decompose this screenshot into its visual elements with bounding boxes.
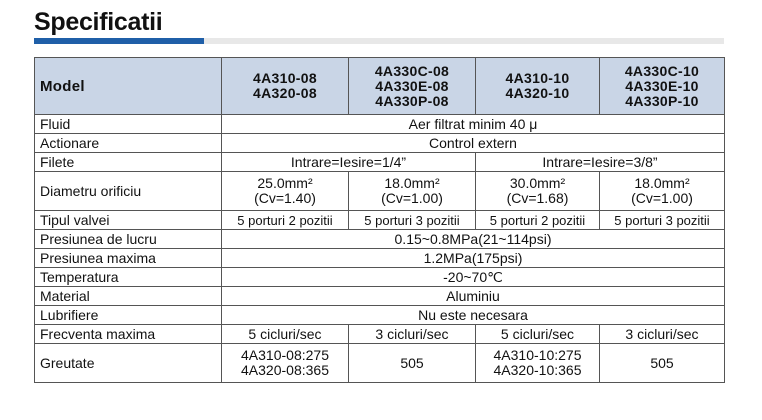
- cell: 5 cicluri/sec: [222, 325, 349, 344]
- model-code: 4A330P-10: [625, 92, 699, 109]
- title-underline-accent: [34, 38, 204, 44]
- row-value: Intrare=Iesire=3/8”: [476, 153, 725, 172]
- cell-line: (Cv=1.00): [381, 190, 443, 206]
- row-value: 1.2MPa(175psi): [222, 249, 725, 268]
- model-code: 4A320-08: [253, 85, 317, 101]
- cell-line: (Cv=1.40): [254, 190, 316, 206]
- cell-line: 505: [650, 354, 674, 371]
- cell-line: 30.0mm²: [509, 175, 566, 191]
- model-code: 4A320-10: [505, 85, 570, 101]
- row-tipul: [35, 211, 725, 230]
- row-material: [35, 287, 725, 306]
- cell: 5 porturi 3 pozitii: [349, 211, 476, 230]
- cell-line: 4A310-10:275: [493, 347, 582, 363]
- title-underline: [34, 38, 724, 44]
- header-col-1: [222, 58, 349, 115]
- row-diametru: [35, 172, 725, 211]
- row-label: Frecventa maxima: [35, 325, 222, 344]
- row-temperatura: [35, 268, 725, 287]
- cell: 5 cicluri/sec: [476, 325, 600, 344]
- model-code: 4A330C-08: [374, 62, 450, 79]
- cell-line: 4A320-08:365: [241, 362, 329, 378]
- header-col-4: [600, 58, 725, 115]
- specifications-table: [34, 57, 725, 383]
- cell-line: (Cv=1.00): [631, 190, 693, 206]
- row-presiune-max: [35, 249, 725, 268]
- header-col-3: [476, 58, 600, 115]
- row-label: Greutate: [35, 344, 222, 383]
- section-title: Specificatii: [34, 8, 163, 36]
- cell: [222, 344, 349, 383]
- row-label: Lubrifiere: [35, 306, 222, 325]
- row-value: Aer filtrat minim 40 μ: [222, 115, 725, 134]
- row-label: Temperatura: [35, 268, 222, 287]
- cell: 5 porturi 2 pozitii: [222, 211, 349, 230]
- cell: [222, 172, 349, 211]
- model-code: 4A330E-10: [625, 77, 699, 94]
- row-label: Diametru orificiu: [35, 172, 222, 211]
- cell: 5 porturi 2 pozitii: [476, 211, 600, 230]
- cell-line: 4A320-10:365: [493, 362, 582, 378]
- cell: [349, 344, 476, 383]
- cell-line: 505: [400, 354, 424, 371]
- cell: 3 cicluri/sec: [349, 325, 476, 344]
- cell: 5 porturi 3 pozitii: [600, 211, 725, 230]
- row-label: Tipul valvei: [35, 211, 222, 230]
- cell: [476, 344, 600, 383]
- row-presiune-lucru: [35, 230, 725, 249]
- header-model-label: Model: [35, 58, 222, 115]
- row-filete: [35, 153, 725, 172]
- cell-line: 18.0mm²: [384, 175, 440, 191]
- row-value: Aluminiu: [222, 287, 725, 306]
- row-greutate: [35, 344, 725, 383]
- row-label: Actionare: [35, 134, 222, 153]
- row-lubrifiere: [35, 306, 725, 325]
- cell: [349, 172, 476, 211]
- cell-line: 25.0mm²: [257, 175, 313, 191]
- row-label: Presiunea maxima: [35, 249, 222, 268]
- row-value: -20~70℃: [222, 268, 725, 287]
- row-fluid: [35, 115, 725, 134]
- row-value: 0.15~0.8MPa(21~114psi): [222, 230, 725, 249]
- header-row: [35, 58, 725, 115]
- model-code: 4A310-10: [505, 70, 570, 86]
- row-value: Intrare=Iesire=1/4”: [222, 153, 476, 172]
- model-code: 4A330P-08: [375, 92, 449, 109]
- row-label: Filete: [35, 153, 222, 172]
- row-value: Nu este necesara: [222, 306, 725, 325]
- row-actionare: [35, 134, 725, 153]
- cell: [600, 344, 725, 383]
- cell-line: (Cv=1.68): [506, 190, 569, 206]
- cell: 3 cicluri/sec: [600, 325, 725, 344]
- model-code: 4A310-08: [253, 70, 317, 86]
- header-col-2: [349, 58, 476, 115]
- cell: [476, 172, 600, 211]
- model-code: 4A330E-08: [375, 77, 449, 94]
- cell: [600, 172, 725, 211]
- row-label: Presiunea de lucru: [35, 230, 222, 249]
- cell-line: 18.0mm²: [634, 175, 690, 191]
- row-frecventa: [35, 325, 725, 344]
- row-label: Fluid: [35, 115, 222, 134]
- cell-line: 4A310-08:275: [241, 347, 329, 363]
- row-value: Control extern: [222, 134, 725, 153]
- model-code: 4A330C-10: [624, 62, 700, 79]
- row-label: Material: [35, 287, 222, 306]
